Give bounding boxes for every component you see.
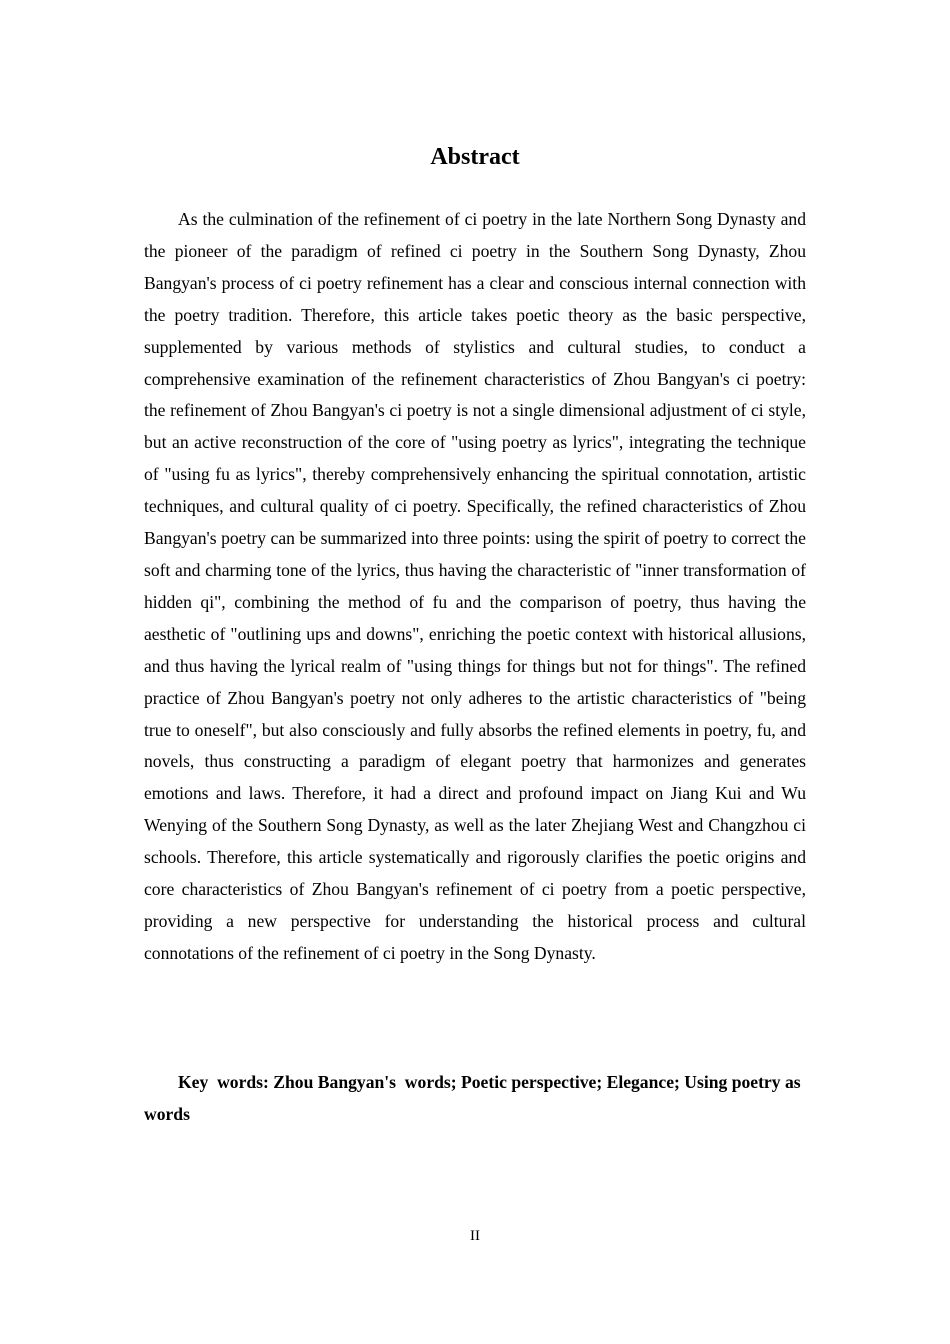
abstract-body: As the culmination of the refinement of ci poetry in the late Northern Song Dynasty and the pioneer of the paradigm of refined ci poetry in the Southern Song Dynasty, Zhou Bangyan's process of ci poetry refinement has a clear and conscious internal connection with the poetry tradition. Therefore, this article takes poetic theory as the basic perspective, supplemented by various methods of stylistics and cultural studies, to conduct a comprehensive examination of the refinement characteristics of Zhou Bangyan's ci poetry: the refinement of Zhou Bangyan's ci poetry is not a single dimensional adjustment of ci style, but an active reconstruction of the core of "using poetry as lyrics", integrating the technique of "using fu as lyrics", thereby comprehensively enhancing the spiritual connotation, artistic techniques, and cultural quality of ci poetry. Specifically, the refined characteristics of Zhou Bangyan's poetry can be summarized into three points: using the spirit of poetry to correct the soft and charming tone of the lyrics, thus having the characteristic of "inner transformation of hidden qi", combining the method of fu and the comparison of poetry, thus having the aesthetic of "outlining ups and downs", enriching the poetic context with historical allusions, and thus having the lyrical realm of "using things for things but not for things". The refined practice of Zhou Bangyan's poetry not only adheres to the artistic characteristics of "being true to oneself", but also consciously and fully absorbs the refined elements in poetry, fu, and novels, thus constructing a paradigm of elegant poetry that harmonizes and generates emotions and laws. Therefore, it had a direct and profound impact on Jiang Kui and Wu Wenying of the Southern Song Dynasty, as well as the later Zhejiang West and Changzhou ci schools. Therefore, this article systematically and rigorously clarifies the poetic origins and core characteristics of Zhou Bangyan's refinement of ci poetry from a poetic perspective, providing a new perspective for understanding the historical process and cultural connotations of the refinement of ci poetry in the Song Dynasty.: [144, 209, 806, 963]
abstract-title: Abstract: [430, 144, 520, 170]
page-number: II: [470, 1228, 480, 1244]
keywords-line: Key words: Zhou Bangyan's words; Poetic perspective; Elegance; Using poetry as words: [144, 1072, 805, 1124]
